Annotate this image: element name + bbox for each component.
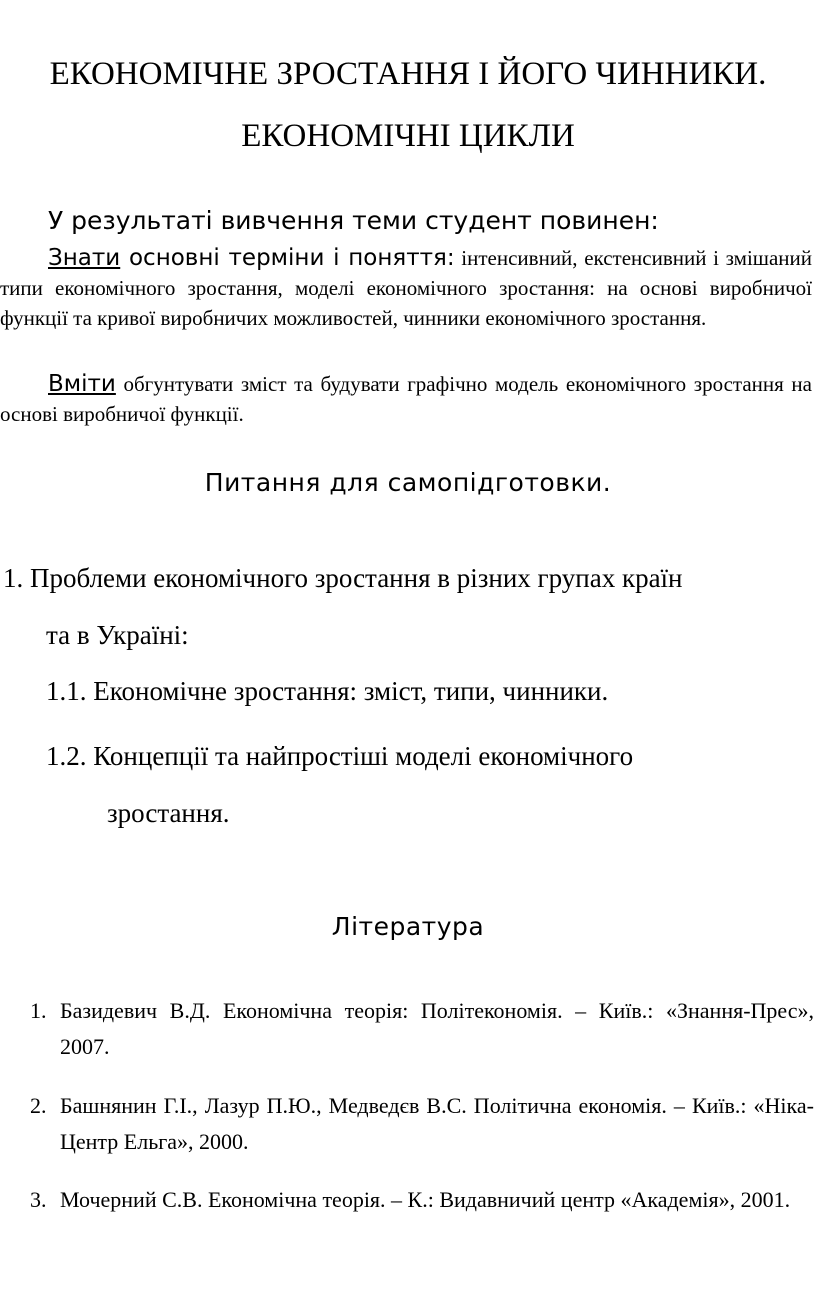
question-1-line-2: та в Україні:	[46, 620, 189, 650]
literature-item-number: 3.	[30, 1187, 47, 1212]
learning-outcomes-intro: У результаті вивчення теми студент повинен:	[48, 206, 659, 235]
know-lead: основні терміни і поняття:	[120, 245, 455, 271]
literature-item	[30, 1182, 814, 1218]
can-paragraph	[0, 369, 812, 429]
can-text: обгунтувати зміст та будувати графічно модель економічного зростання на основі виробничої функції.	[0, 372, 812, 426]
page-title-line-1: ЕКОНОМІЧНЕ ЗРОСТАННЯ І ЙОГО ЧИННИКИ.	[49, 56, 767, 92]
question-1-2-line-1: 1.2. Концепції та найпростіші моделі економічного	[46, 741, 634, 771]
know-text: інтенсивний, екстенсивний і змішаний типи економічного зростання, моделі економічного зростання: на основі виробничої функції та кривої виробничих можливостей, чинники економічного зростання.	[0, 246, 812, 330]
literature-item-text: Базидевич В.Д. Економічна теорія: Політекономія. – Київ.: «Знання-Прес», 2007.	[60, 998, 814, 1059]
know-label: Знати	[48, 245, 121, 271]
can-label: Вміти	[48, 371, 116, 397]
literature-item-text: Башнянин Г.І., Лазур П.Ю., Медведєв В.С. Політична економія. – Київ.: «Ніка-Центр Ельга», 2000.	[60, 1093, 814, 1154]
know-paragraph	[0, 243, 812, 333]
literature-item	[30, 993, 814, 1065]
literature-heading: Література	[331, 912, 485, 941]
literature-item-number: 2.	[30, 1093, 47, 1118]
questions-heading: Питання для самопідготовки.	[204, 468, 612, 497]
question-1-1: 1.1. Економічне зростання: зміст, типи, чинники.	[46, 676, 609, 706]
literature-item-number: 1.	[30, 998, 47, 1023]
question-1-line-1: 1. Проблеми економічного зростання в різних групах країн	[3, 563, 683, 593]
literature-item	[30, 1088, 814, 1160]
page-title-line-2: ЕКОНОМІЧНІ ЦИКЛИ	[241, 118, 575, 154]
literature-item-text: Мочерний С.В. Економічна теорія. – К.: Видавничий центр «Академія», 2001.	[60, 1187, 791, 1212]
question-1-2-line-2: зростання.	[107, 798, 230, 828]
